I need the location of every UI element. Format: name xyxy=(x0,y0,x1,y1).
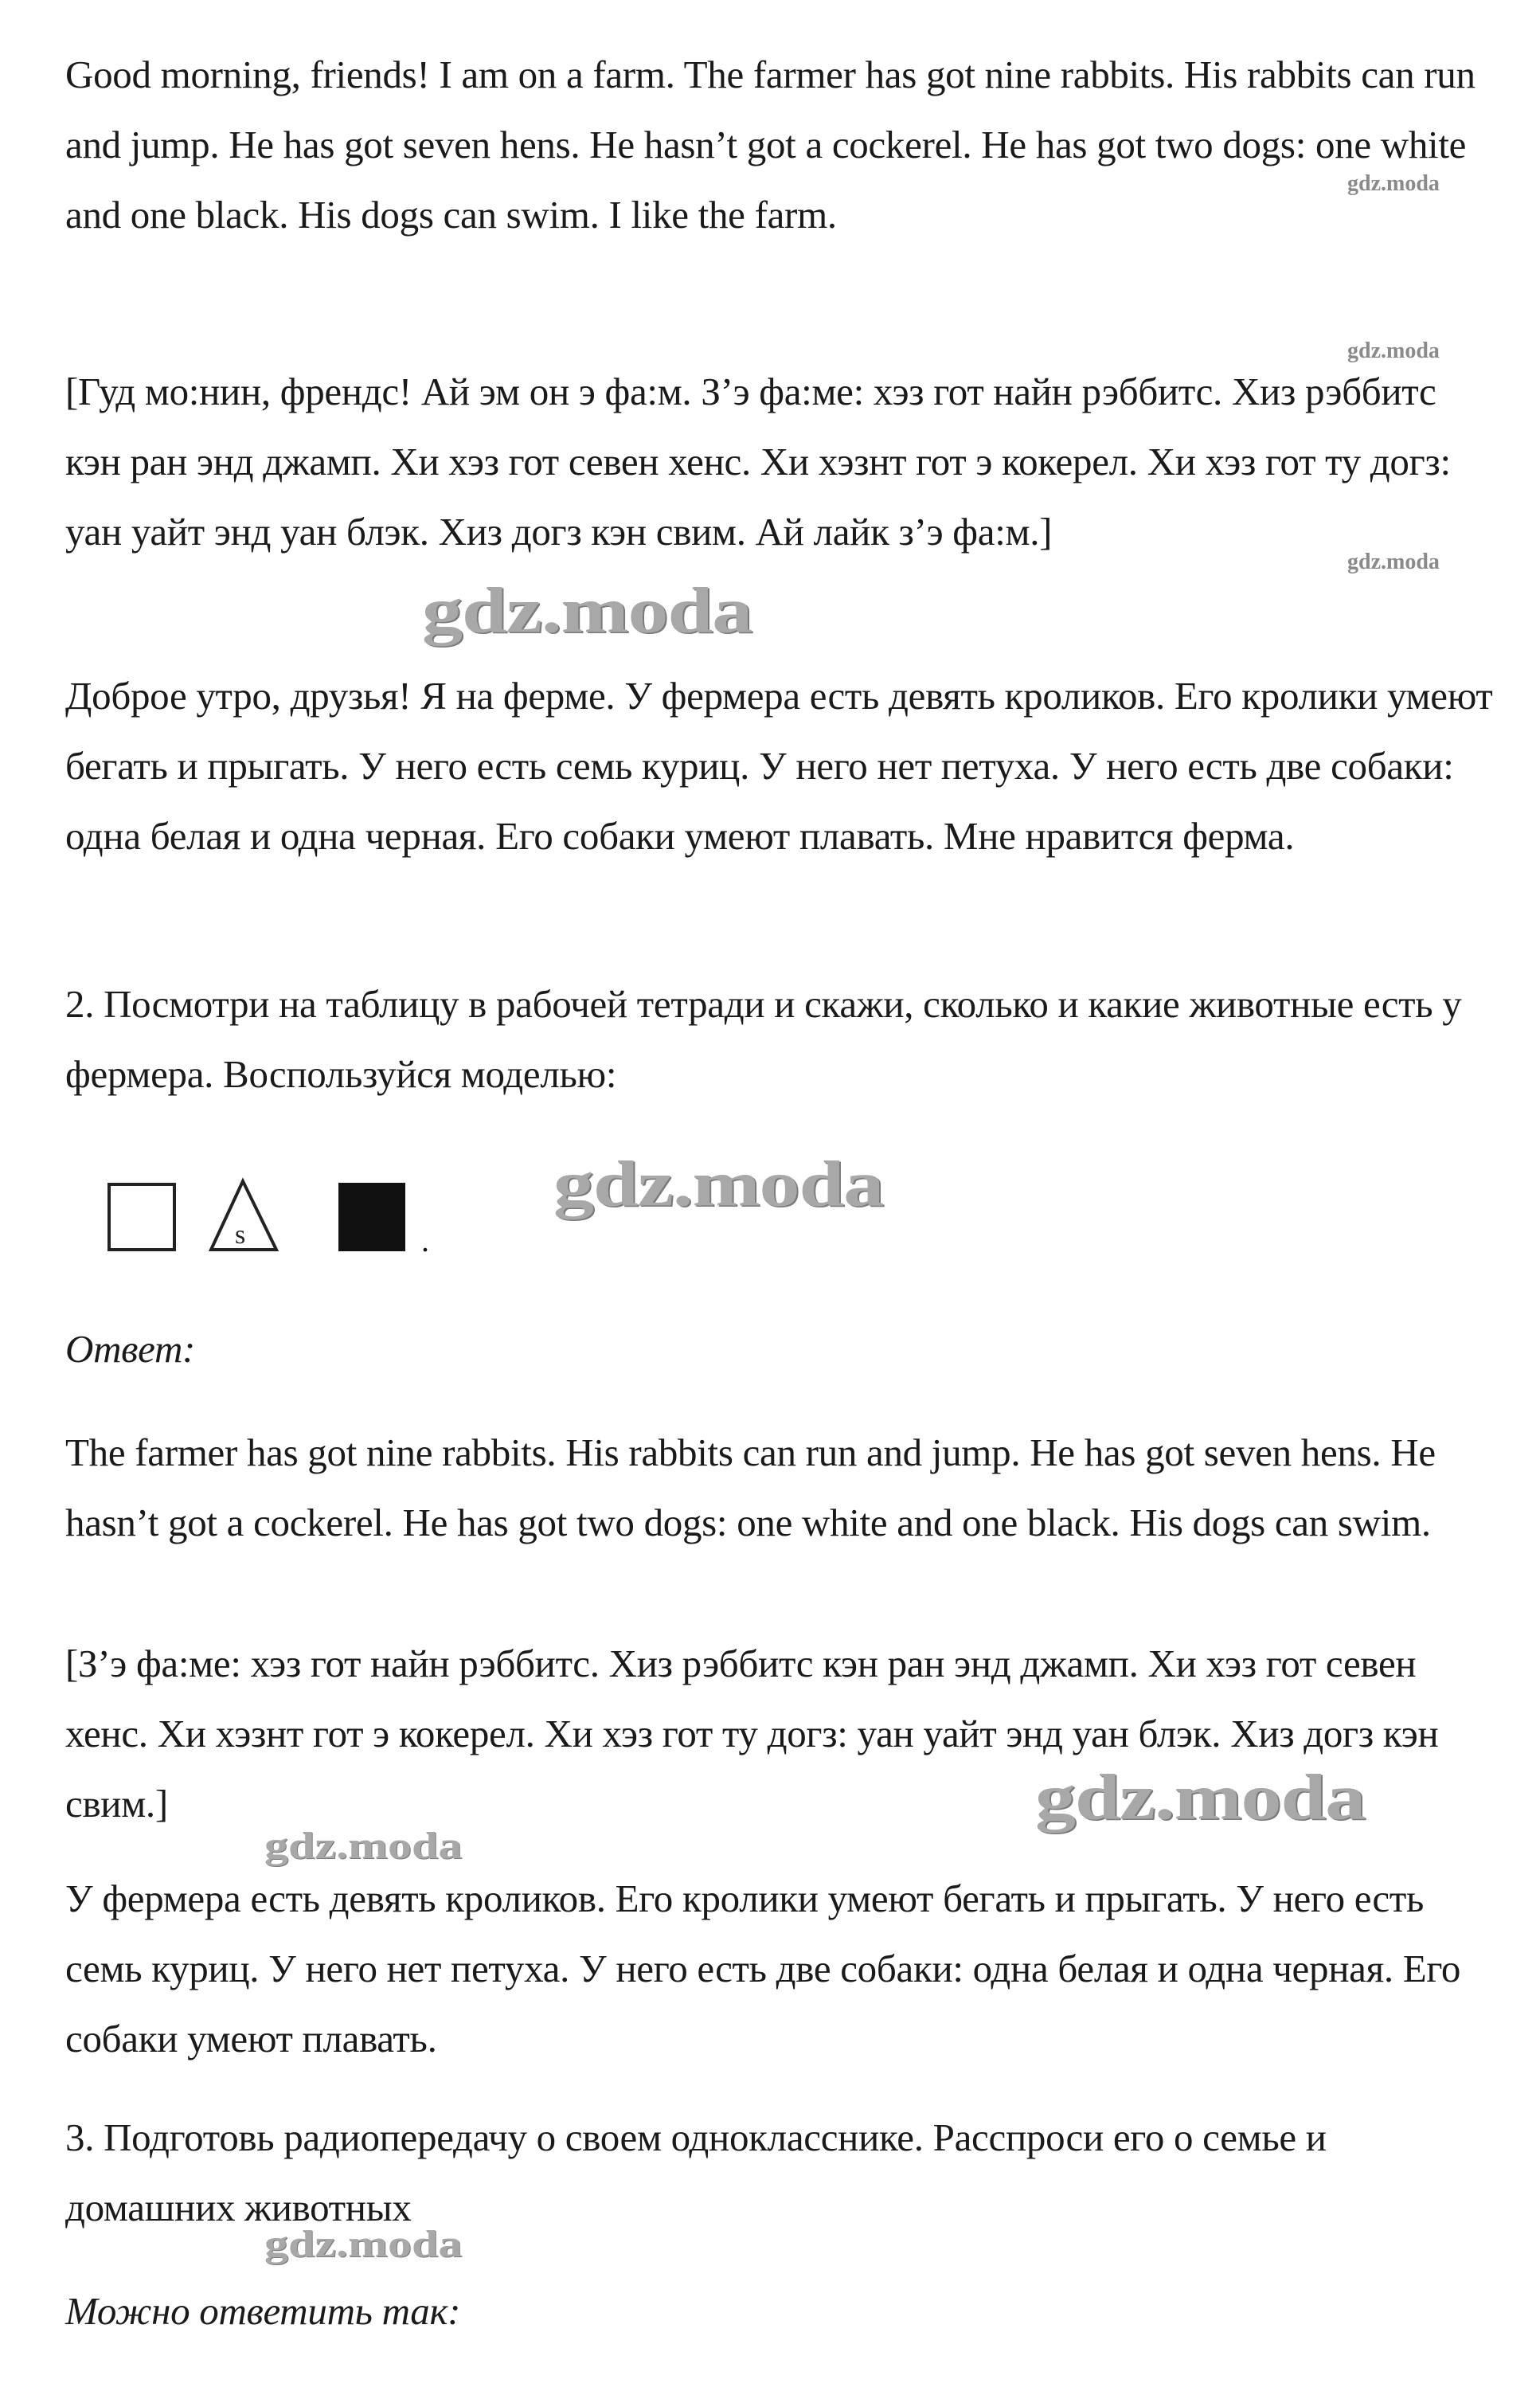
answer-label: Ответ: xyxy=(65,1327,196,1371)
answer-russian: У фермера есть девять кроликов. Его кролики умеют бегать и прыгать. У него есть семь куриц. У него нет петуха. У него есть две собаки: одна белая и одна черная. Его собаки умеют плавать. xyxy=(65,1877,1461,2060)
task-2: 2. Посмотри на таблицу в рабочей тетради и скажи, сколько и какие животные есть у фермера. Воспользуйся моделью: xyxy=(65,982,1462,1096)
answer-english: The farmer has got nine rabbits. His rabbits can run and jump. He has got seven hens. He hasn’t got a cockerel. He has got two dogs: one white and one black. His dogs can swim. xyxy=(65,1430,1436,1544)
transcription-text: [Гуд мо:нин, френдс! Ай эм он э фа:м. З’э фа:ме: хэз гот найн рэббитс. Хиз рэббитс кэн ран энд джамп. Хи хэз гот севен хенс. Хи хэзнт гот э кокерел. Хи хэз гот ту догз: уан уайт энд уан блэк. Хиз догз кэн свим. Ай лайк з’э фа:м.] xyxy=(65,370,1451,554)
watermark-medium: gdz.moda xyxy=(264,1824,463,1867)
russian-translation: Доброе утро, друзья! Я на ферме. У фермера есть девять кроликов. Его кролики умеют бегать и прыгать. У него есть семь куриц. У него нет петуха. У него есть две собаки: одна белая и одна черная. Его собаки умеют плавать. Мне нравится ферма. xyxy=(65,674,1493,858)
model-shapes xyxy=(100,1167,466,1262)
watermark-large: gdz.moda xyxy=(422,574,752,647)
watermark-small: gdz.moda xyxy=(1347,171,1440,196)
model-symbols xyxy=(100,1167,466,1266)
english-text: Good morning, friends! I am on a farm. The farmer has got nine rabbits. His rabbits can run and jump. He has got seven hens. He hasn’t got a cockerel. He has got two dogs: one white and one black. His dogs can swim. I like the farm. xyxy=(65,53,1476,237)
watermark-large: gdz.moda xyxy=(553,1148,884,1220)
watermark-medium: gdz.moda xyxy=(264,2222,463,2265)
model-dot: . xyxy=(421,1223,429,1258)
watermark-small: gdz.moda xyxy=(1347,339,1440,363)
black-square-icon xyxy=(340,1184,404,1250)
possible-answer-label: Можно ответить так: xyxy=(65,2289,461,2333)
watermark-small: gdz.moda xyxy=(1347,550,1440,574)
white-square-icon xyxy=(109,1184,174,1250)
triangle-letter: s xyxy=(235,1220,246,1250)
answer-transcription: [З’э фа:ме: хэз гот найн рэббитс. Хиз рэббитс кэн ран энд джамп. Хи хэз гот севен хенс. Хи хэзнт гот э кокерел. Хи хэз гот ту догз: уан уайт энд уан блэк. Хиз догз кэн свим.] xyxy=(65,1642,1439,1826)
watermark-large: gdz.moda xyxy=(1035,1761,1366,1833)
task-3: 3. Подготовь радиопередачу о своем однокласснике. Расспроси его о семье и домашних животных xyxy=(65,2115,1327,2229)
